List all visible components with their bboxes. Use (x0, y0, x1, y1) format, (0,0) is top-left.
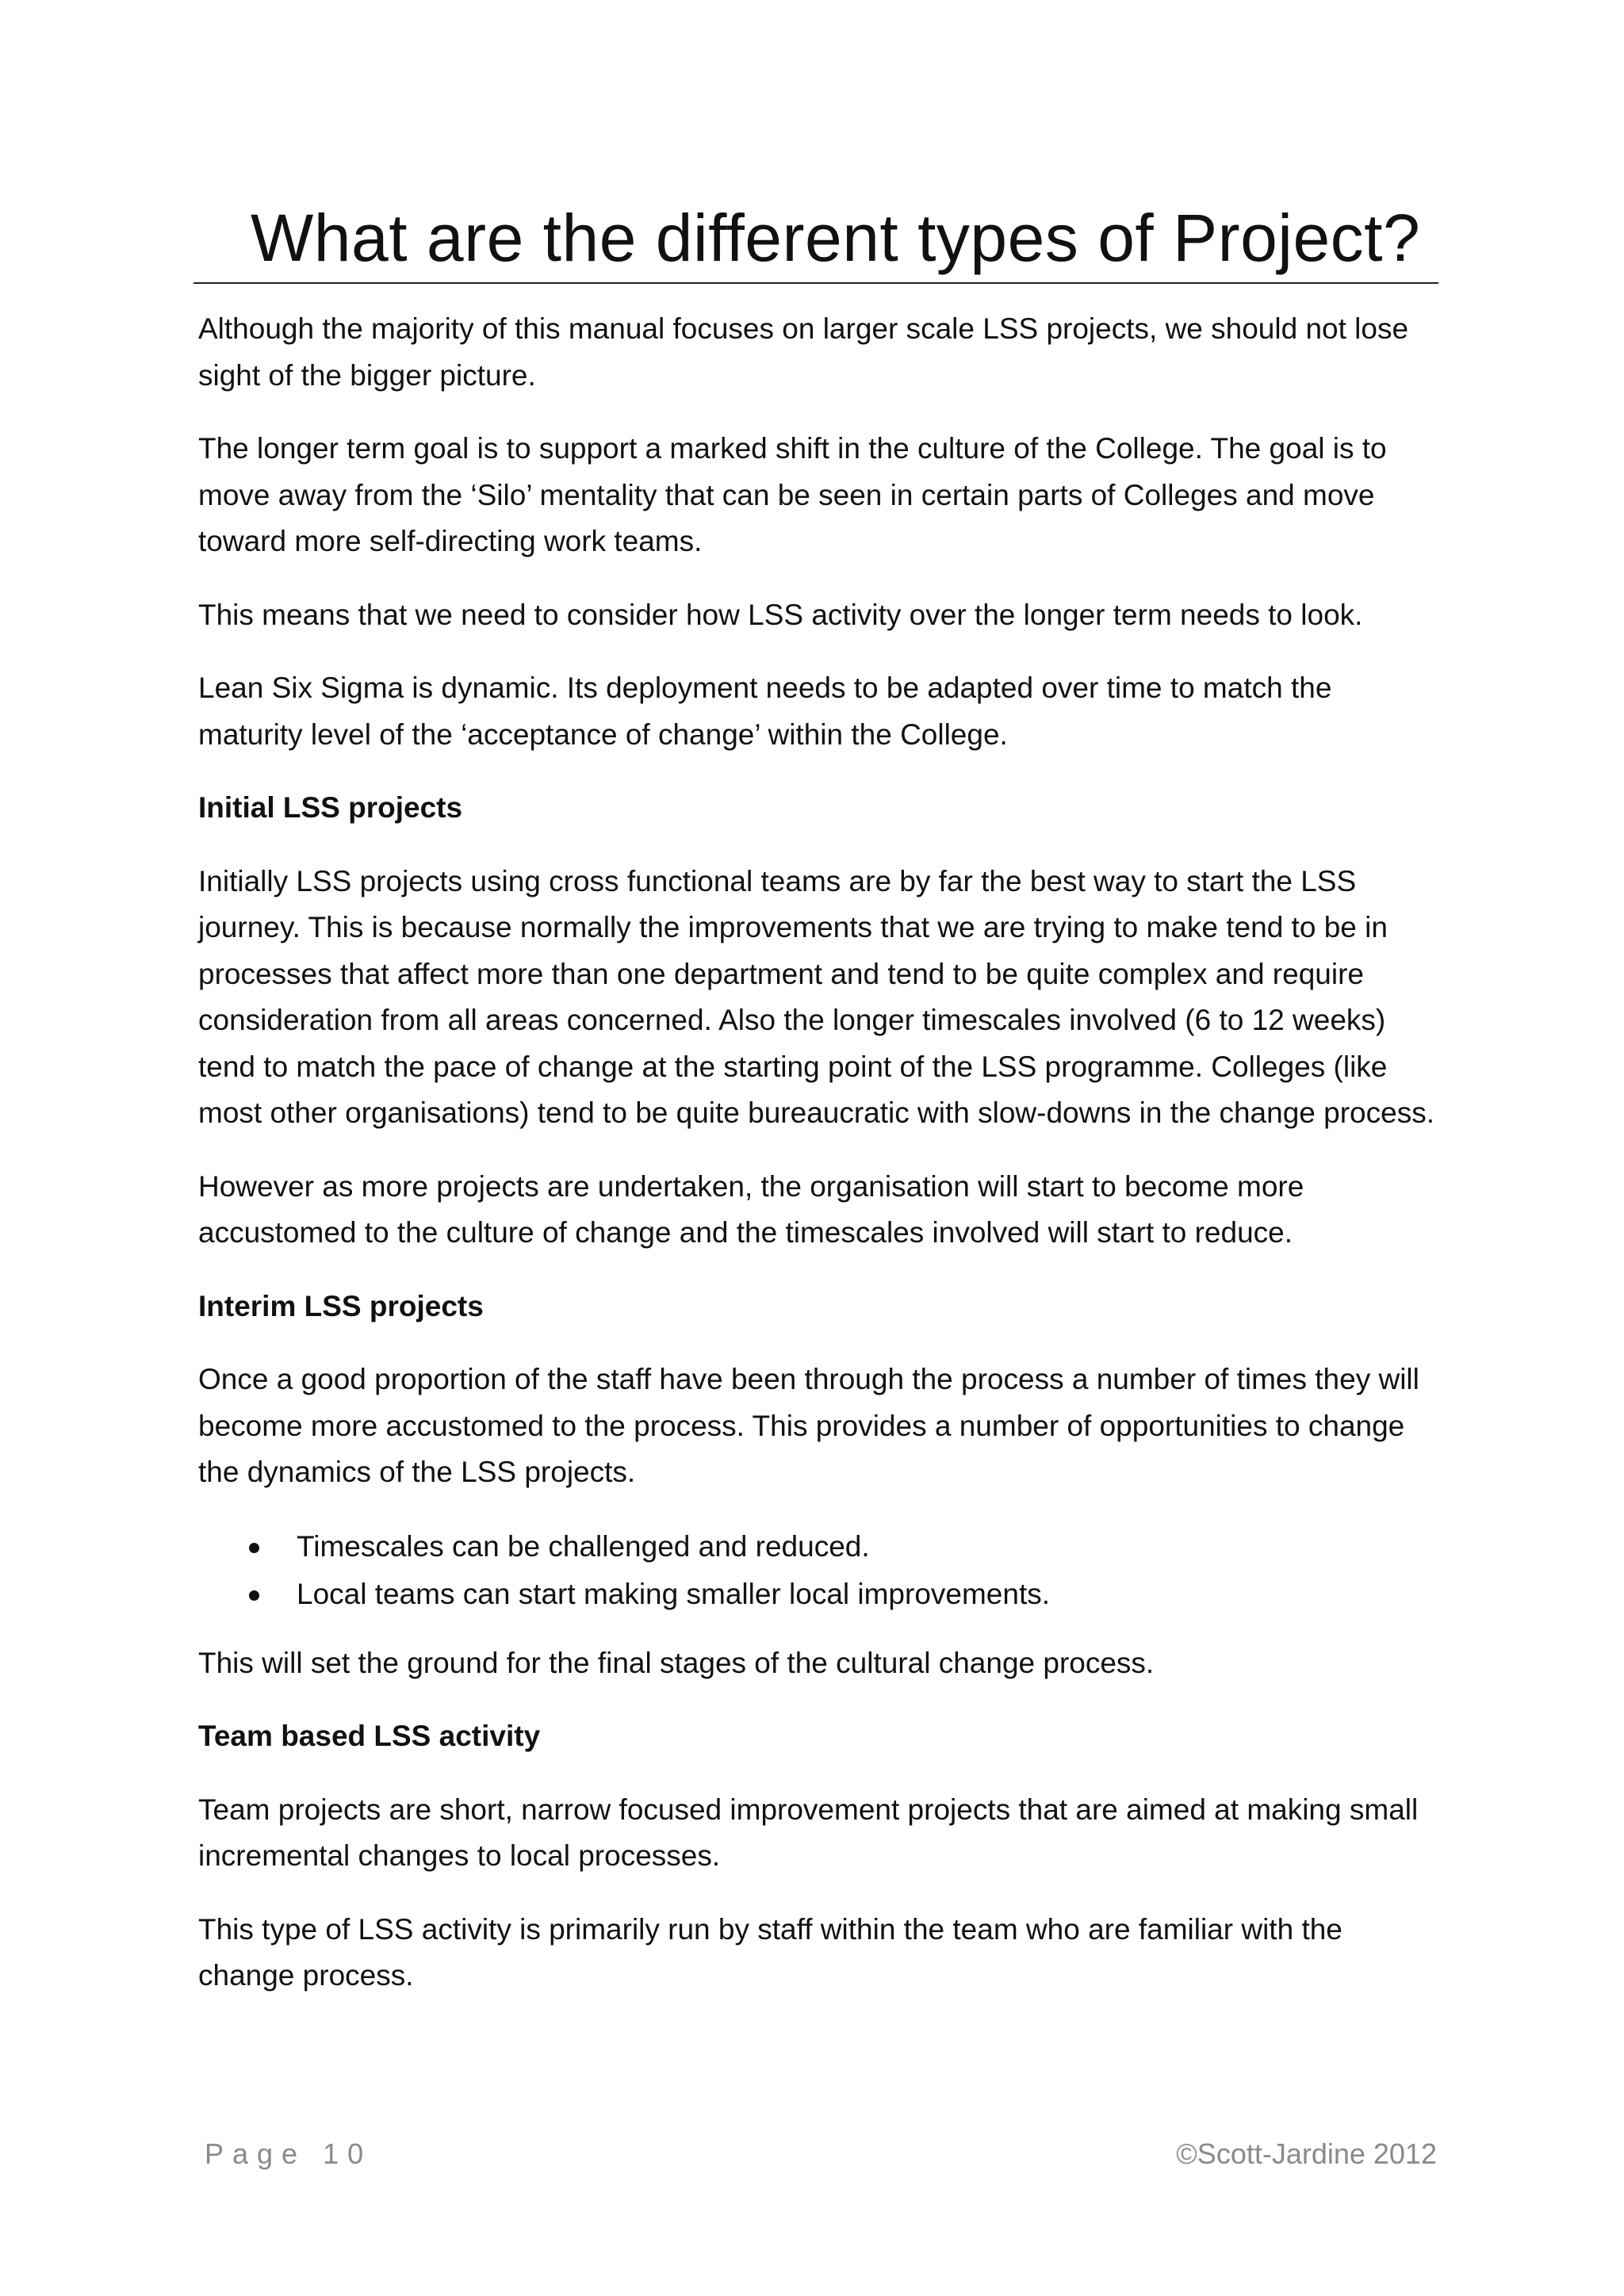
list-item (198, 1571, 1435, 1618)
copyright-notice: ©Scott-Jardine 2012 (1176, 2137, 1437, 2170)
paragraph-consider: This means that we need to consider how LSS activity over the longer term needs to look. (198, 598, 1363, 631)
list-item-text: Timescales can be challenged and reduced. (297, 1529, 870, 1563)
heading-team-activity: Team based LSS activity (198, 1720, 541, 1752)
bullet-list (198, 1523, 1435, 1618)
list-item-text: Local teams can start making smaller local improvements. (297, 1577, 1051, 1610)
page-number: Page 10 (205, 2137, 373, 2170)
page-content (198, 198, 1435, 1999)
bullet-icon (249, 1590, 259, 1601)
paragraph-ground: This will set the ground for the final stages of the cultural change process. (198, 1646, 1155, 1679)
paragraph-intro: Although the majority of this manual focuses on larger scale LSS projects, we should not lose sight of the bigger picture. (198, 312, 1409, 392)
heading-interim-projects: Interim LSS projects (198, 1289, 484, 1322)
heading-initial-projects: Initial LSS projects (198, 791, 463, 824)
bullet-icon (249, 1543, 259, 1553)
paragraph-dynamic: Lean Six Sigma is dynamic. Its deployment needs to be adapted over time to match the maturity level of the ‘acceptance of change’ within the College. (198, 672, 1332, 751)
paragraph-staff: This type of LSS activity is primarily run by staff within the team who are familiar with the change process. (198, 1912, 1342, 1992)
paragraph-goal: The longer term goal is to support a marked shift in the culture of the College. The goal is to move away from the ‘Silo’ mentality that can be seen in certain parts of Colleges and move toward more self-directing work teams. (198, 432, 1387, 557)
paragraph-interim: Once a good proportion of the staff have been through the process a number of times they will become more accustomed to the process. This provides a number of opportunities to change the dynamics of the LSS projects. (198, 1363, 1419, 1488)
paragraph-initial: Initially LSS projects using cross functional teams are by far the best way to start the LSS journey. This is because normally the improvements that we are trying to make tend to be in processes that affect more than one department and tend to be quite complex and require consideration from all areas concerned. Also the longer timescales involved (6 to 12 weeks) tend to match the pace of change at the starting point of the LSS programme. Colleges (like most other organisations) tend to be quite bureaucratic with slow-downs in the change process. (198, 864, 1434, 1129)
paragraph-however: However as more projects are undertaken, the organisation will start to become more accustomed to the culture of change and the timescales involved will start to reduce. (198, 1169, 1304, 1249)
page-title: What are the different types of Project? (251, 201, 1421, 275)
title-rule (193, 198, 1438, 284)
list-item (198, 1523, 1435, 1571)
paragraph-team: Team projects are short, narrow focused improvement projects that are aimed at making small incremental changes to local processes. (198, 1793, 1419, 1872)
